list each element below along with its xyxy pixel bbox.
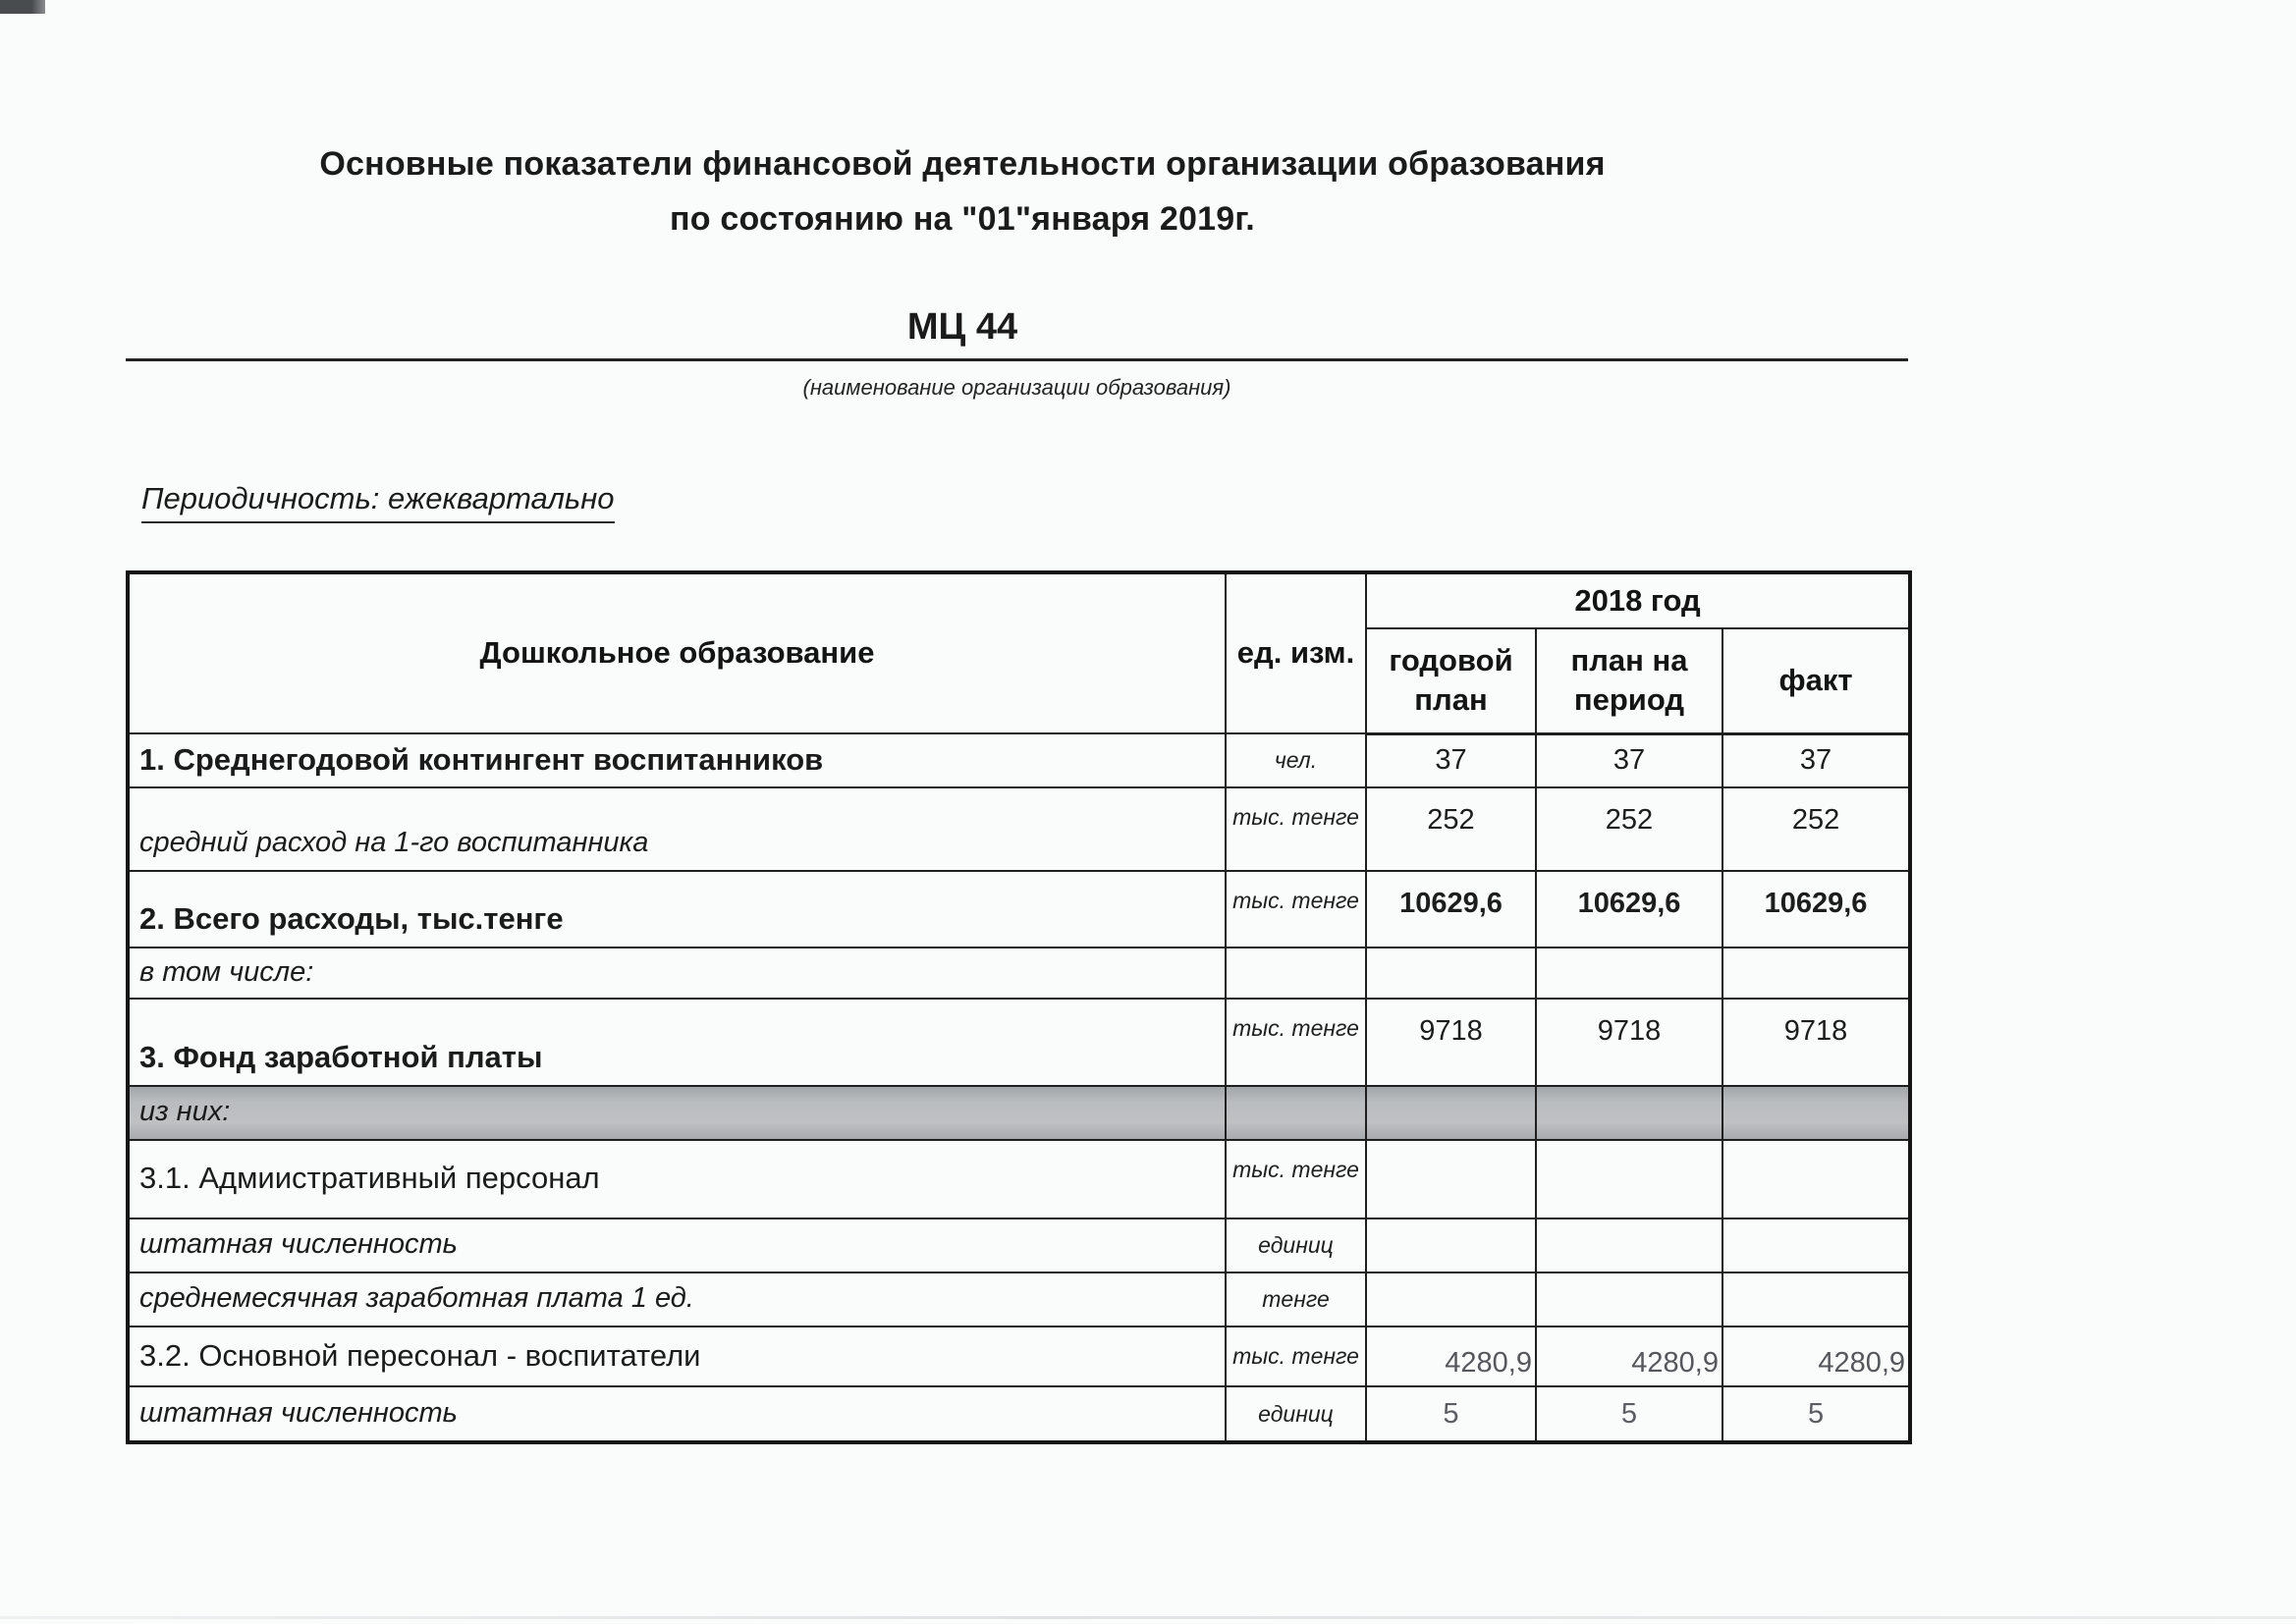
row-name-cell: средний расход на 1-го воспитанника: [128, 787, 1226, 871]
unit-cell: единиц: [1226, 1386, 1366, 1442]
value-cell-period-plan: [1536, 1218, 1722, 1272]
organization-name-underline: [126, 358, 1908, 361]
table-row: [128, 1218, 1910, 1272]
unit-cell: тенге: [1226, 1272, 1366, 1326]
value-cell-annual-plan: 10629,6: [1366, 871, 1536, 947]
unit-cell: тыс. тенге: [1226, 999, 1366, 1086]
row-name-cell: 3. Фонд заработной платы: [128, 999, 1226, 1086]
value-cell-period-plan: [1536, 1086, 1722, 1140]
row-name-cell: 2. Всего расходы, тыс.тенге: [128, 871, 1226, 947]
unit-cell: [1226, 947, 1366, 999]
unit-cell: чел.: [1226, 733, 1366, 787]
row-name-cell: в том числе:: [128, 947, 1226, 999]
unit-cell: тыс. тенге: [1226, 1140, 1366, 1218]
value-cell-fact: 37: [1722, 733, 1910, 787]
value-cell-annual-plan: 9718: [1366, 999, 1536, 1086]
value-cell-period-plan: 4280,9: [1536, 1326, 1722, 1386]
document-title-line2: по состоянию на "01"января 2019г.: [670, 200, 1255, 238]
table-header: [128, 572, 1910, 733]
row-name-cell: среднемесячная заработная плата 1 ед.: [128, 1272, 1226, 1326]
unit-cell: тыс. тенге: [1226, 787, 1366, 871]
column-header-indicator: Дошкольное образование: [128, 572, 1226, 733]
value-cell-fact: [1722, 1086, 1910, 1140]
organization-name-caption: (наименование организации образования): [802, 375, 1231, 400]
column-header-unit: ед. изм.: [1226, 572, 1366, 733]
value-cell-period-plan: 252: [1536, 787, 1722, 871]
document-title-line1: Основные показатели финансовой деятельности организации образования: [319, 145, 1606, 183]
column-header-period-plan: план на период: [1536, 628, 1722, 733]
unit-cell: [1226, 1086, 1366, 1140]
value-cell-period-plan: 9718: [1536, 999, 1722, 1086]
value-cell-annual-plan: 4280,9: [1366, 1326, 1536, 1386]
value-cell-period-plan: [1536, 947, 1722, 999]
value-cell-fact: 9718: [1722, 999, 1910, 1086]
table-row: [128, 1386, 1910, 1442]
value-cell-period-plan: 10629,6: [1536, 871, 1722, 947]
unit-cell: тыс. тенге: [1226, 1326, 1366, 1386]
table-row-shaded: [128, 1086, 1910, 1140]
value-cell-annual-plan: [1366, 947, 1536, 999]
value-cell-period-plan: [1536, 1272, 1722, 1326]
value-cell-annual-plan: [1366, 1140, 1536, 1218]
value-cell-fact: [1722, 1218, 1910, 1272]
value-cell-fact: 252: [1722, 787, 1910, 871]
table-row: [128, 1140, 1910, 1218]
row-name-cell: штатная численность: [128, 1218, 1226, 1272]
value-cell-fact: [1722, 1272, 1910, 1326]
value-cell-fact: [1722, 947, 1910, 999]
financial-indicators-table: [126, 570, 1912, 1444]
value-cell-fact: 5: [1722, 1386, 1910, 1442]
value-cell-annual-plan: [1366, 1218, 1536, 1272]
table-header-row-year: [128, 572, 1910, 628]
table-row: [128, 999, 1910, 1086]
value-cell-fact: 4280,9: [1722, 1326, 1910, 1386]
row-name-cell: 1. Среднегодовой контингент воспитанников: [128, 733, 1226, 787]
column-header-annual-plan: годовой план: [1366, 628, 1536, 733]
value-cell-period-plan: 5: [1536, 1386, 1722, 1442]
table-row: [128, 947, 1910, 999]
scan-artifact-corner-mark: [0, 0, 45, 14]
value-cell-annual-plan: 37: [1366, 733, 1536, 787]
value-cell-annual-plan: [1366, 1272, 1536, 1326]
row-name-cell: штатная численность: [128, 1386, 1226, 1442]
row-name-cell: из них:: [128, 1086, 1226, 1140]
table-row: [128, 1272, 1910, 1326]
periodicity-label: Периодичность: ежеквартально: [141, 481, 615, 523]
row-name-cell: 3.2. Основной пересонал - воспитатели: [128, 1326, 1226, 1386]
row-name-cell: 3.1. Адмиистративный персонал: [128, 1140, 1226, 1218]
table-row: [128, 787, 1910, 871]
value-cell-annual-plan: 5: [1366, 1386, 1536, 1442]
table-row: [128, 871, 1910, 947]
scan-artifact-bottom-edge: [0, 1616, 2296, 1619]
value-cell-fact: [1722, 1140, 1910, 1218]
column-header-fact: факт: [1722, 628, 1910, 733]
unit-cell: единиц: [1226, 1218, 1366, 1272]
value-cell-annual-plan: [1366, 1086, 1536, 1140]
value-cell-period-plan: [1536, 1140, 1722, 1218]
table-row: [128, 733, 1910, 787]
column-group-header-year: 2018 год: [1366, 572, 1910, 628]
value-cell-period-plan: 37: [1536, 733, 1722, 787]
organization-name: МЦ 44: [906, 306, 1018, 348]
value-cell-annual-plan: 252: [1366, 787, 1536, 871]
unit-cell: тыс. тенге: [1226, 871, 1366, 947]
value-cell-fact: 10629,6: [1722, 871, 1910, 947]
table-row: [128, 1326, 1910, 1386]
